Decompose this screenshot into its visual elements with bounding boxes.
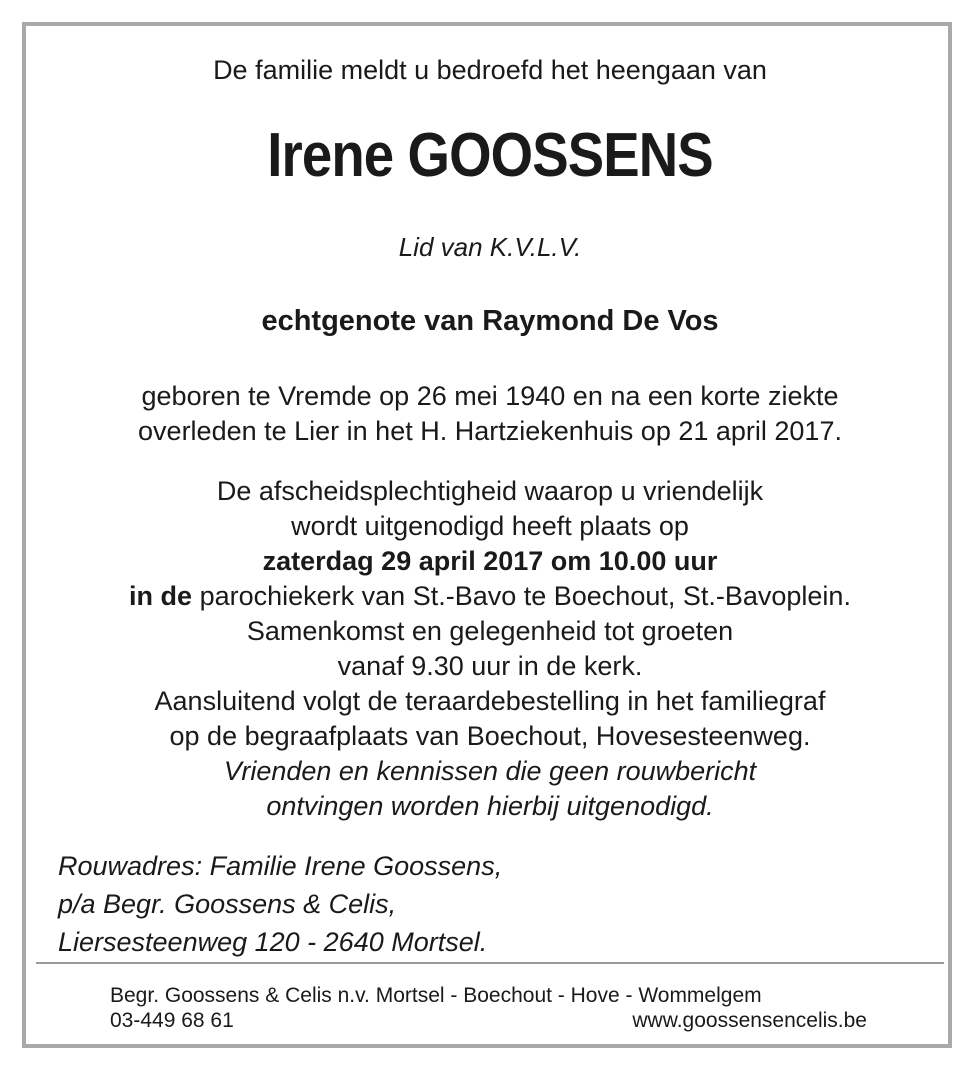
burial-line-1: Aansluitend volgt de teraardebestelling in het familiegraf [154, 686, 826, 716]
ceremony-line-2: wordt uitgenodigd heeft plaats op [291, 511, 689, 541]
ceremony-place [0, 581, 980, 612]
footer-phone: 03-449 68 61 [110, 1009, 234, 1032]
intro-text: De familie meldt u bedroefd het heengaan van [213, 55, 767, 85]
membership-text: Lid van K.V.L.V. [398, 232, 582, 262]
invite-line-2: ontvingen worden hierbij uitgenodigd. [266, 791, 714, 821]
spouse-text: echtgenote van Raymond De Vos [261, 305, 719, 337]
ceremony-place-prefix: in de [129, 581, 193, 611]
ceremony-date-time: zaterdag 29 april 2017 om 10.00 uur [262, 546, 718, 576]
gathering-line-2: vanaf 9.30 uur in de kerk. [337, 651, 643, 681]
ceremony-place-name: parochiekerk van St.-Bavo te Boechout, St.-Bavoplein. [199, 581, 851, 611]
birth-text: geboren te Vremde op 26 mei 1940 en na een korte ziekte [141, 381, 839, 411]
deceased-name: Irene GOOSSENS [267, 121, 713, 190]
footer-divider [36, 962, 944, 964]
address-line-3: Liersesteenweg 120 - 2640 Mortsel. [58, 927, 488, 957]
burial-line-2: op de begraafplaats van Boechout, Hovesesteenweg. [169, 721, 811, 751]
address-line-1: Rouwadres: Familie Irene Goossens, [58, 851, 503, 881]
footer-company: Begr. Goossens & Celis n.v. Mortsel - Boechout - Hove - Wommelgem [110, 984, 762, 1007]
death-text: overleden te Lier in het H. Hartziekenhuis op 21 april 2017. [138, 416, 842, 446]
address-line-2: p/a Begr. Goossens & Celis, [58, 889, 397, 919]
footer-website: www.goossensencelis.be [632, 1009, 867, 1032]
gathering-line-1: Samenkomst en gelegenheid tot groeten [246, 616, 734, 646]
ceremony-line-1: De afscheidsplechtigheid waarop u vriendelijk [216, 476, 764, 506]
invite-line-1: Vrienden en kennissen die geen rouwbericht [223, 756, 757, 786]
